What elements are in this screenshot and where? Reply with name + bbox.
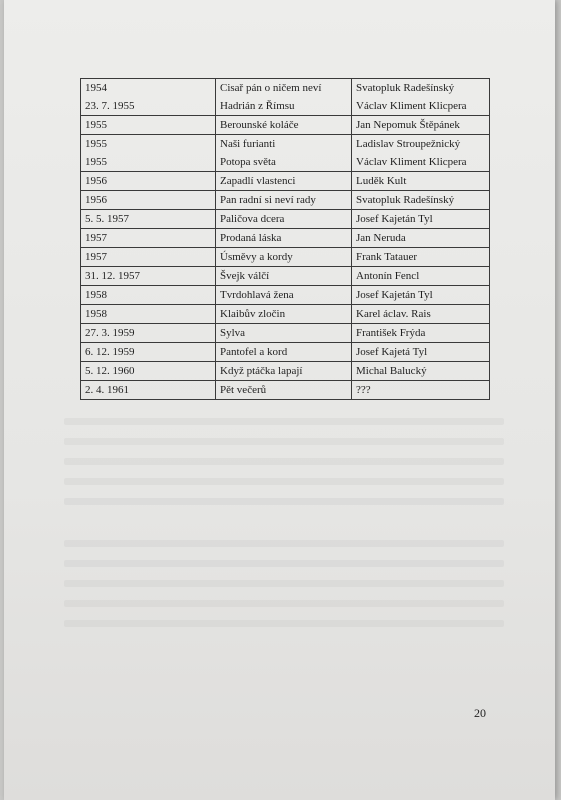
author-cell [352, 286, 490, 305]
author-text: Luděk Kult [356, 175, 407, 187]
productions-table [80, 78, 490, 400]
author-cell [352, 79, 490, 116]
title-text: Potopa světa [220, 156, 276, 168]
year-cell [81, 172, 216, 191]
year-cell [81, 116, 216, 135]
year-text: 5. 5. 1957 [85, 213, 129, 225]
title-text: Berounské koláče [220, 119, 299, 131]
bleed-through-line [64, 580, 504, 587]
author-text: Václav Kliment Klicpera [356, 100, 467, 112]
title-text: Úsměvy a kordy [220, 251, 293, 263]
author-cell [352, 267, 490, 286]
year-text: 1958 [85, 308, 107, 320]
year-cell [81, 324, 216, 343]
table-row [81, 362, 490, 381]
author-cell [352, 343, 490, 362]
author-text: František Frýda [356, 327, 426, 339]
bleed-through-line [64, 418, 504, 425]
author-text: Jan Nepomuk Štěpánek [356, 119, 460, 131]
title-cell [216, 191, 352, 210]
year-cell [81, 267, 216, 286]
title-cell [216, 135, 352, 172]
title-cell [216, 286, 352, 305]
bleed-through-line [64, 600, 504, 607]
title-text: Hadrián z Římsu [220, 100, 295, 112]
document-page [4, 0, 555, 800]
author-text: Ladislav Stroupežnický [356, 138, 461, 150]
table-row [81, 135, 490, 172]
year-text: 1955 [85, 156, 107, 168]
year-text: 1956 [85, 175, 107, 187]
title-cell [216, 362, 352, 381]
title-text: Pantofel a kord [220, 346, 288, 358]
author-cell [352, 229, 490, 248]
year-cell [81, 79, 216, 116]
year-cell [81, 210, 216, 229]
title-cell [216, 79, 352, 116]
year-cell [81, 248, 216, 267]
bleed-through-line [64, 540, 504, 547]
title-text: Pan radní si neví rady [220, 194, 316, 206]
page-number: 20 [474, 706, 486, 720]
year-text: 5. 12. 1960 [85, 365, 135, 377]
author-cell [352, 324, 490, 343]
bleed-through-line [64, 498, 504, 505]
year-text: 23. 7. 1955 [85, 100, 135, 112]
year-text: 1955 [85, 138, 107, 150]
title-cell [216, 381, 352, 400]
year-text: 2. 4. 1961 [85, 384, 129, 396]
author-text: Frank Tatauer [356, 251, 418, 263]
author-cell [352, 305, 490, 324]
title-text: Paličova dcera [220, 213, 285, 225]
year-text: 31. 12. 1957 [85, 270, 140, 282]
bleed-through-line [64, 438, 504, 445]
author-text: Jan Neruda [356, 232, 406, 244]
year-text: 27. 3. 1959 [85, 327, 135, 339]
title-text: Tvrdohlavá žena [220, 289, 294, 301]
author-text: Josef Kajetán Tyl [356, 213, 433, 225]
title-cell [216, 248, 352, 267]
year-text: 1954 [85, 82, 107, 94]
table-row [81, 343, 490, 362]
table-row [81, 381, 490, 400]
year-cell [81, 343, 216, 362]
year-text: 1956 [85, 194, 107, 206]
author-cell [352, 362, 490, 381]
author-text: Josef Kajetá Tyl [356, 346, 428, 358]
table-row [81, 248, 490, 267]
title-cell [216, 229, 352, 248]
author-cell [352, 116, 490, 135]
author-text: Josef Kajetán Tyl [356, 289, 433, 301]
title-cell [216, 172, 352, 191]
title-cell [216, 343, 352, 362]
title-text: Naši furianti [220, 138, 276, 150]
author-text: ??? [356, 384, 371, 396]
year-text: 1957 [85, 251, 107, 263]
year-cell [81, 191, 216, 210]
title-text: Když ptáčka lapají [220, 365, 303, 377]
title-cell [216, 305, 352, 324]
table-row [81, 172, 490, 191]
table-row [81, 229, 490, 248]
title-cell [216, 267, 352, 286]
author-text: Svatopluk Radešínský [356, 82, 455, 94]
year-cell [81, 381, 216, 400]
title-text: Sylva [220, 327, 246, 339]
title-text: Cisař pán o ničem neví [220, 82, 322, 94]
table-row [81, 210, 490, 229]
title-cell [216, 324, 352, 343]
year-cell [81, 229, 216, 248]
title-text: Švejk válčí [220, 270, 270, 282]
year-cell [81, 286, 216, 305]
year-text: 6. 12. 1959 [85, 346, 135, 358]
author-text: Václav Kliment Klicpera [356, 156, 467, 168]
author-cell [352, 381, 490, 400]
title-text: Pět večerů [220, 384, 267, 396]
title-text: Zapadlí vlastenci [220, 175, 296, 187]
year-cell [81, 135, 216, 172]
bleed-through-line [64, 478, 504, 485]
table-row [81, 267, 490, 286]
bleed-through-line [64, 620, 504, 627]
bleed-through-line [64, 458, 504, 465]
title-text: Prodaná láska [220, 232, 282, 244]
table-row [81, 305, 490, 324]
author-text: Michal Balucký [356, 365, 427, 377]
author-cell [352, 172, 490, 191]
year-text: 1955 [85, 119, 107, 131]
author-text: Antonín Fencl [356, 270, 420, 282]
bleed-through-line [64, 560, 504, 567]
author-cell [352, 248, 490, 267]
year-cell [81, 362, 216, 381]
table-row [81, 324, 490, 343]
author-text: Svatopluk Radešínský [356, 194, 455, 206]
author-cell [352, 210, 490, 229]
table-row [81, 116, 490, 135]
author-cell [352, 191, 490, 210]
title-cell [216, 116, 352, 135]
title-cell [216, 210, 352, 229]
table-row [81, 286, 490, 305]
author-text: Karel áclav. Rais [356, 308, 431, 320]
year-text: 1958 [85, 289, 107, 301]
author-cell [352, 135, 490, 172]
year-text: 1957 [85, 232, 107, 244]
productions-table-body [81, 79, 490, 400]
table-row [81, 79, 490, 116]
table-row [81, 191, 490, 210]
title-text: Klaibův zločin [220, 308, 286, 320]
year-cell [81, 305, 216, 324]
